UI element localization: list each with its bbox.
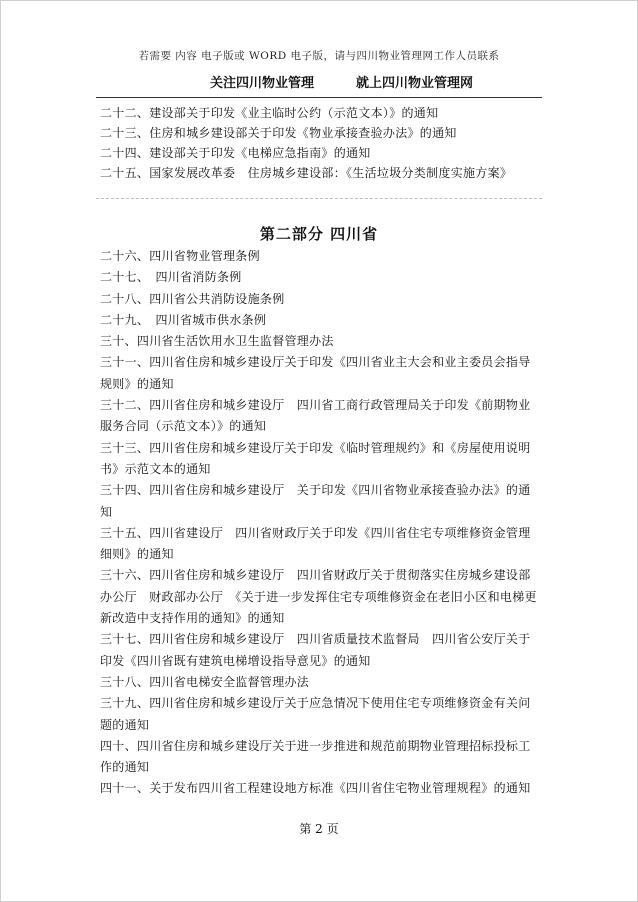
list-item: 四十一、关于发布四川省工程建设地方标准《四川省住宅物业管理规程》的通知 [100, 781, 531, 796]
list-item: 二十六、四川省物业管理条例 [100, 249, 260, 263]
list-item: 四十、四川省住房和城乡建设厅关于进一步推进和规范前期物业管理招标投标工作的通知 [100, 738, 531, 775]
list-item: 三十七、四川省住房和城乡建设厅 四川省质量技术监督局 四川省公安厅关于印发《四川省既有建筑电梯增设指导意见》的通知 [100, 632, 531, 668]
list-item: 三十一、四川省住房和城乡建设厅关于印发《四川省业主大会和业主委员会指导规则》的通知 [100, 355, 531, 391]
list-item: 三十、四川省生活饮用水卫生监督管理办法 [100, 334, 334, 349]
list-item: 三十九、四川省住房和城乡建设厅关于应急情况下使用住宅专项维修资金有关问题的通知 [100, 696, 531, 732]
list-item: 三十六、四川省住房和城乡建设厅 四川省财政厅关于贯彻落实住房城乡建设部办公厅 财政部办公厅 《关于进一步发挥住宅专项维修资金在老旧小区和电梯更新改造中支持作用的通知》的通知 [100, 568, 537, 626]
header-slogans [0, 72, 638, 90]
header-right-slogan: 就上四川物业管理网 [356, 76, 474, 91]
header-notice: 若需要 内容 电子版或 WORD 电子版，请与四川物业管理网工作人员联系 [138, 50, 500, 62]
list-item: 二十二、建设部关于印发《业主临时公约（示范文本）》的通知 [100, 106, 439, 120]
list-item: 二十八、四川省公共消防设施条例 [100, 291, 285, 306]
list-item: 三十四、四川省住房和城乡建设厅 关于印发《四川省物业承接查验办法》的通知 [100, 483, 531, 519]
list-item: 二十五、国家发展改革委 住房城乡建设部：《生活垃圾分类制度实施方案》 [100, 166, 513, 180]
header-left-slogan: 关注四川物业管理 [210, 76, 315, 91]
list-item: 二十九、 四川省城市供水条例 [100, 312, 267, 327]
top-item-list [100, 103, 540, 183]
list-item: 二十三、住房和城乡建设部关于印发《物业承接查验办法》的通知 [100, 126, 457, 140]
section-divider [96, 198, 542, 199]
item-list [100, 246, 542, 800]
section-title: 第二部分 四川省 [259, 225, 379, 243]
list-item: 三十八、四川省电梯安全监督管理办法 [100, 674, 310, 689]
header-rule [96, 97, 542, 98]
list-item: 二十七、 四川省消防条例 [100, 270, 242, 285]
list-item: 三十五、四川省建设厅 四川省财政厅关于印发《四川省住宅专项维修资金管理细则》的通知 [100, 525, 531, 562]
page-number: 第 2 页 [299, 822, 339, 836]
list-item: 三十二、四川省住房和城乡建设厅 四川省工商行政管理局关于印发《前期物业服务合同（示范文本）》的通知 [100, 398, 531, 434]
list-item: 二十四、建设部关于印发《电梯应急指南》的通知 [100, 146, 371, 160]
list-item: 三十三、四川省住房和城乡建设厅关于印发《临时管理规约》和《房屋使用说明书》示范文本的通知 [100, 440, 531, 476]
